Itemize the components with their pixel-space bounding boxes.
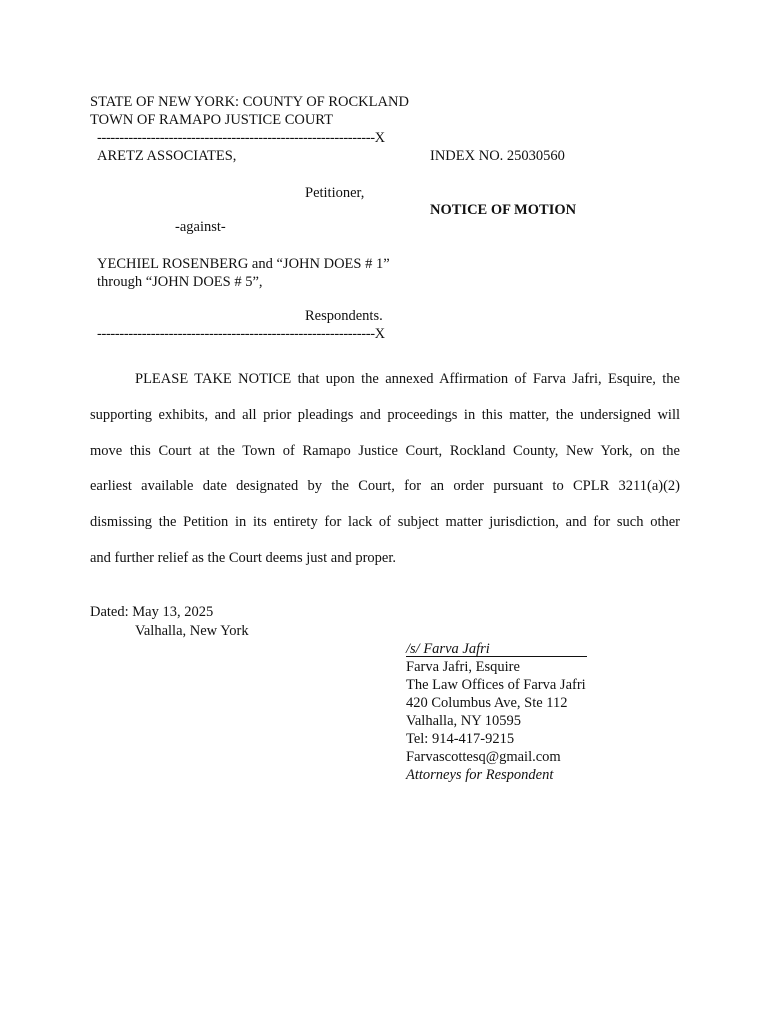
dated-block — [90, 603, 249, 641]
respondents-line-1: YECHIEL ROSENBERG and “JOHN DOES # 1” — [97, 256, 390, 272]
body-line: PLEASE TAKE NOTICE that upon the annexed Affirmation of Farva Jafri, Esquire, the — [135, 371, 680, 387]
document-title: NOTICE OF MOTION — [430, 202, 577, 218]
body-line: supporting exhibits, and all prior pleadings and proceedings in this matter, the undersigned will — [90, 406, 680, 423]
law-firm: The Law Offices of Farva Jafri — [406, 677, 586, 693]
attorney-role: Attorneys for Respondent — [406, 767, 554, 783]
body-line: earliest available date designated by the Court, for an order pursuant to CPLR 3211(a)(2) — [90, 478, 680, 495]
signature-block — [406, 640, 587, 784]
signature-line: /s/ Farva Jafri — [406, 640, 587, 657]
court-name: TOWN OF RAMAPO JUSTICE COURT — [90, 112, 333, 128]
index-number: INDEX NO. 25030560 — [430, 148, 565, 164]
dated-place: Valhalla, New York — [135, 623, 249, 639]
dated-date: Dated: May 13, 2025 — [90, 604, 214, 620]
body-line: move this Court at the Town of Ramapo Justice Court, Rockland County, New York, on the — [90, 442, 680, 459]
firm-telephone: Tel: 914-417-9215 — [406, 731, 515, 747]
respondents-role: Respondents. — [305, 308, 383, 324]
court-state-county: STATE OF NEW YORK: COUNTY OF ROCKLAND — [90, 94, 409, 110]
firm-address-1: 420 Columbus Ave, Ste 112 — [406, 695, 568, 711]
body-line: dismissing the Petition in its entirety for lack of subject matter jurisdiction, and for such other — [90, 514, 680, 531]
court-heading — [90, 93, 409, 129]
petitioner-name: ARETZ ASSOCIATES, — [97, 148, 237, 164]
firm-address-2: Valhalla, NY 10595 — [406, 713, 522, 729]
caption-rule-bottom: --------------------------------------------------------------X — [97, 326, 385, 342]
petitioner-role: Petitioner, — [305, 185, 365, 201]
firm-email: Farvascottesq@gmail.com — [406, 749, 561, 765]
respondents-names — [97, 255, 390, 291]
body-line: and further relief as the Court deems just and proper. — [90, 549, 397, 566]
notice-body — [90, 362, 680, 577]
respondents-line-2: through “JOHN DOES # 5”, — [97, 274, 263, 290]
attorney-name: Farva Jafri, Esquire — [406, 659, 520, 675]
caption-rule-top: --------------------------------------------------------------X — [97, 130, 385, 146]
against-label: -against- — [175, 219, 226, 235]
